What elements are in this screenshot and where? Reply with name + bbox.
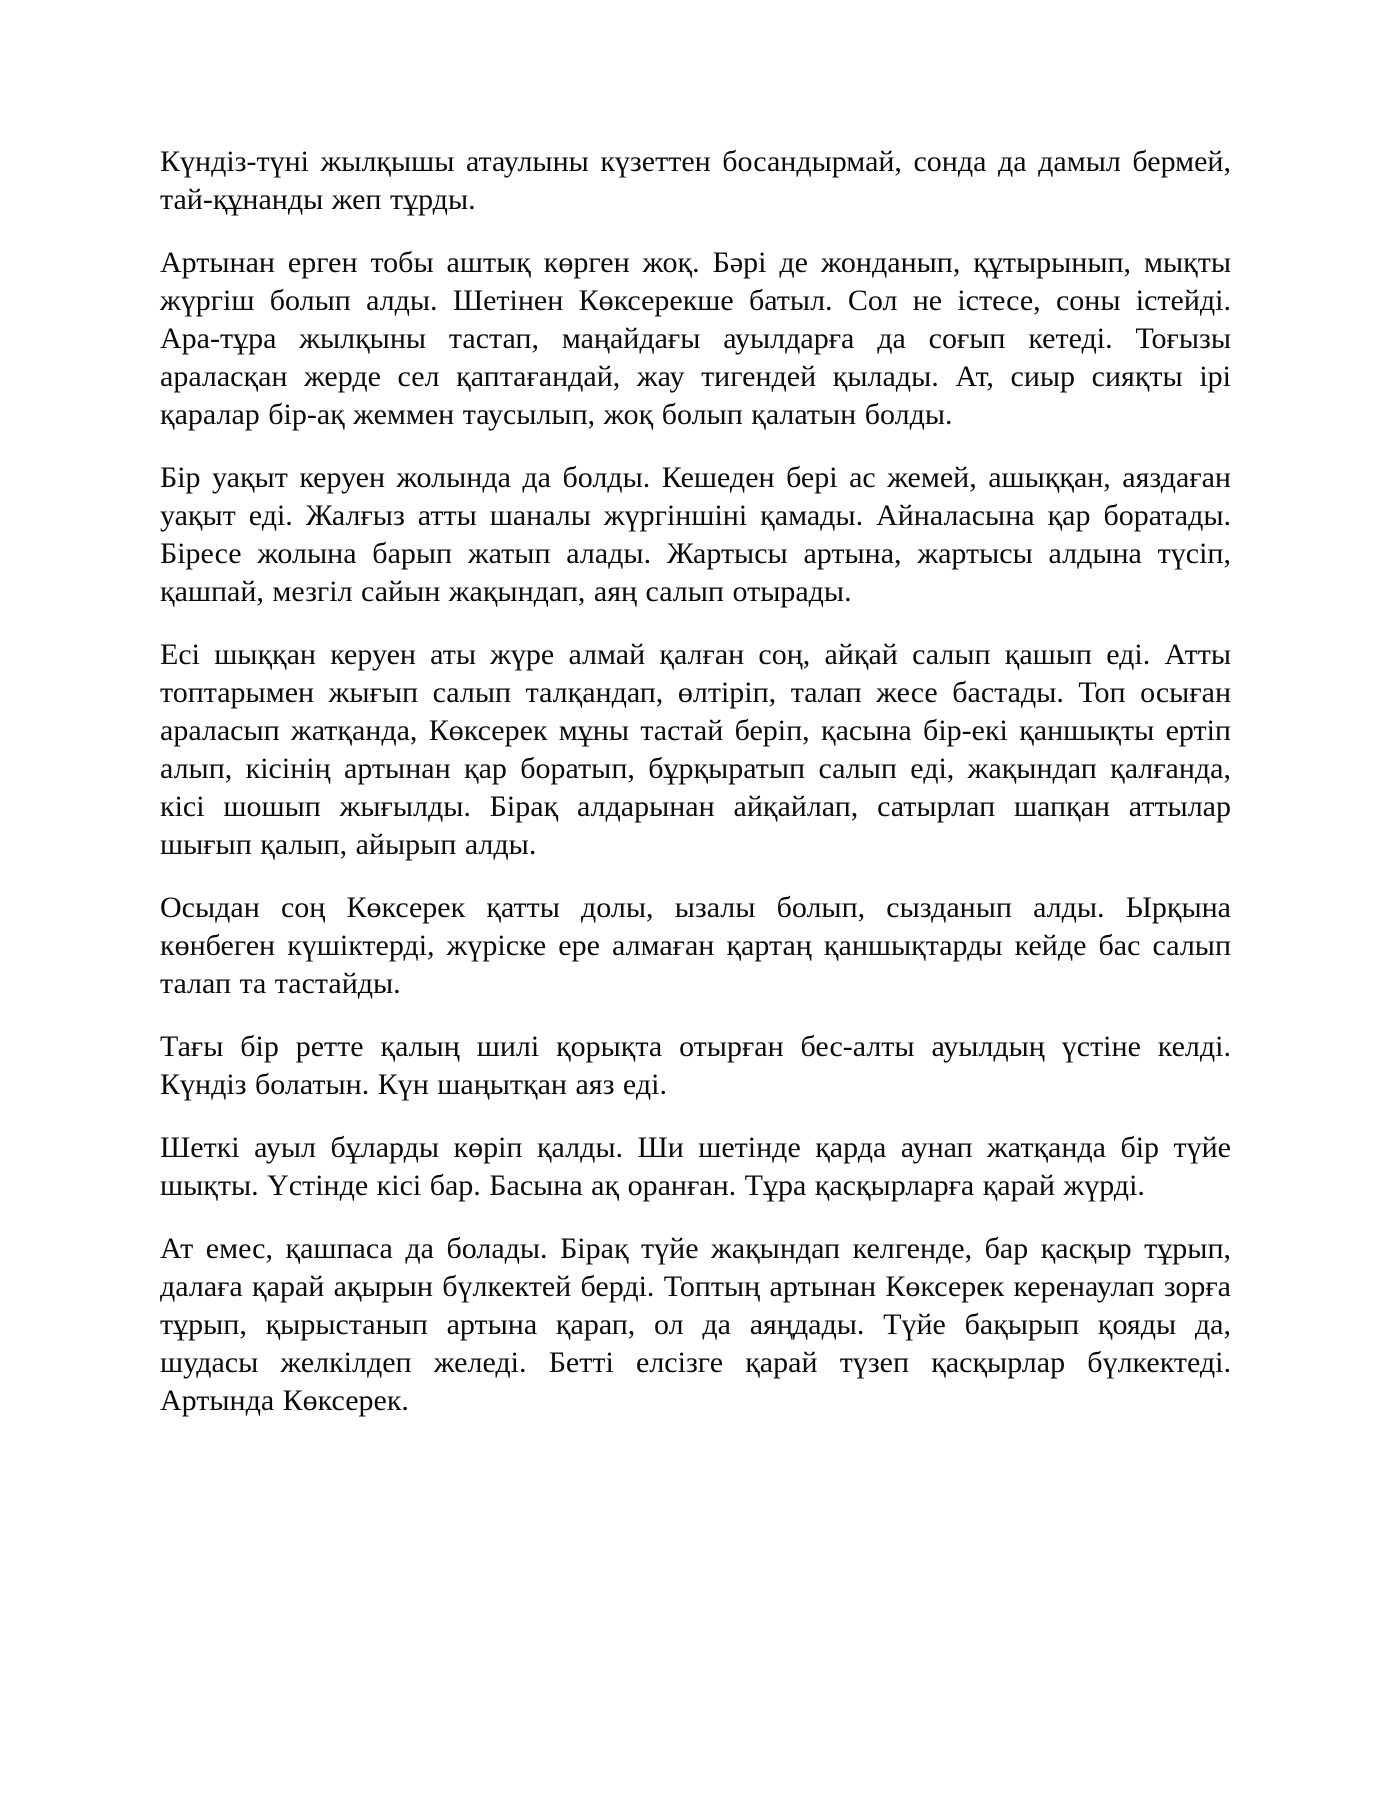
paragraph-8: Ат емес, қашпаса да болады. Бірақ түйе жақындап келгенде, бар қасқыр тұрып, далаға қарай ақырын бүлкектей берді. Топтың артынан Көксерек керенаулап зорға тұрып, қырыстанып артына қарап, ол да аяңдады. Түйе бақырып қояды да, шудасы желкілдеп желеді. Бетті елсізге қарай түзеп қасқырлар бүлкектеді. Артында Көксерек. [160, 1232, 1231, 1417]
paragraph-1: Күндіз-түні жылқышы атаулыны күзеттен босандырмай, сонда да дамыл бермей, тай-құнанды жеп тұрды. [160, 145, 1231, 216]
paragraph-2: Артынан ерген тобы аштық көрген жоқ. Бәрі де жонданып, құтырынып, мықты жүргіш болып алды. Шетінен Көксерекше батыл. Сол не істесе, соны істейді. Ара-тұра жылқыны тастап, маңайдағы ауылдарға да соғып кетеді. Тоғызы араласқан жерде сел қаптағандай, жау тигендей қылады. Ат, сиыр сияқты ірі қаралар бір-ақ жеммен таусылып, жоқ болып қалатын болды. [160, 246, 1231, 431]
paragraph-3: Бір уақыт керуен жолында да болды. Кешеден бері ас жемей, ашыққан, аяздаған уақыт еді. Жалғыз атты шаналы жүргіншіні қамады. Айналасына қар боратады. Біресе жолына барып жатып алады. Жартысы артына, жартысы алдына түсіп, қашпай, мезгіл сайын жақындап, аяң салып отырады. [160, 461, 1231, 608]
paragraph-5: Осыдан соң Көксерек қатты долы, ызалы болып, сызданып алды. Ырқына көнбеген күшіктерді, жүріске ере алмаған қартаң қаншықтарды кейде бас салып талап та тастайды. [160, 891, 1231, 1000]
paragraph-4: Есі шыққан керуен аты жүре алмай қалған соң, айқай салып қашып еді. Атты топтарымен жығып салып талқандап, өлтіріп, талап жесе бастады. Топ осыған араласып жатқанда, Көксерек мұны тастай беріп, қасына бір-екі қаншықты ертіп алып, кісінің артынан қар боратып, бұрқыратып салып еді, жақындап қалғанда, кісі шошып жығылды. Бірақ алдарынан айқайлап, сатырлап шапқан аттылар шығып қалып, айырып алды. [160, 638, 1231, 861]
paragraph-6: Тағы бір ретте қалың шилі қорықта отырған бес-алты ауылдың үстіне келді. Күндіз болатын. Күн шаңытқан аяз еді. [160, 1030, 1231, 1101]
paragraph-7: Шеткі ауыл бұларды көріп қалды. Ши шетінде қарда аунап жатқанда бір түйе шықты. Үстінде кісі бар. Басына ақ оранған. Тұра қасқырларға қарай жүрді. [160, 1131, 1231, 1202]
